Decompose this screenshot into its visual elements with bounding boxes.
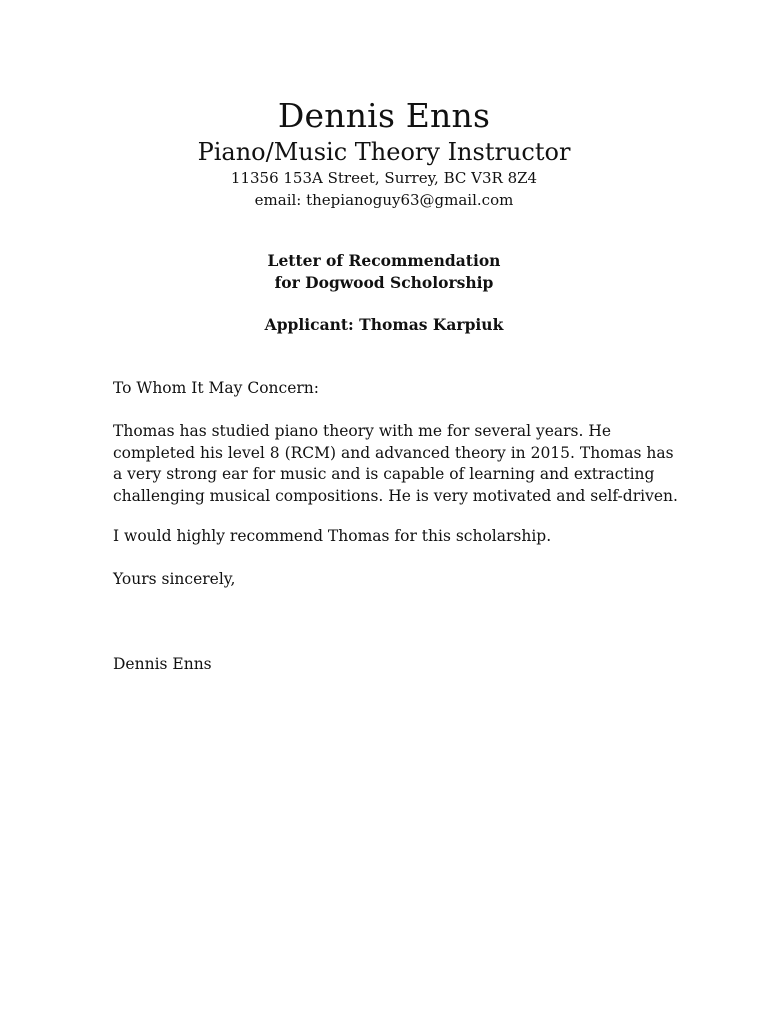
letter-title: [0, 250, 768, 294]
paragraph-1-line: a very strong ear for music and is capable of learning and extracting: [113, 465, 655, 483]
paragraph-1-line: Thomas has studied piano theory with me for several years. He: [113, 422, 612, 440]
paragraph-1-line: completed his level 8 (RCM) and advanced theory in 2015. Thomas has: [113, 443, 674, 462]
sender-address: 11356 153A Street, Surrey, BC V3R 8Z4: [230, 169, 538, 187]
paragraph-1: [113, 421, 678, 507]
sender-name: Dennis Enns: [277, 96, 491, 135]
letter-title-line-1: Letter of Recommendation: [267, 251, 501, 270]
applicant-line: Applicant: Thomas Karpiuk: [264, 315, 504, 334]
letter-title-line-2: for Dogwood Scholorship: [274, 273, 494, 292]
salutation: To Whom It May Concern:: [113, 379, 319, 397]
signature-name: Dennis Enns: [113, 655, 212, 673]
paragraph-1-line: challenging musical compositions. He is very motivated and self-driven.: [113, 486, 678, 505]
letterhead: [0, 96, 768, 211]
closing: Yours sincerely,: [113, 570, 236, 588]
paragraph-2: I would highly recommend Thomas for this scholarship.: [113, 527, 552, 545]
sender-role: Piano/Music Theory Instructor: [197, 138, 571, 166]
sender-email: email: thepianoguy63@gmail.com: [254, 191, 514, 209]
